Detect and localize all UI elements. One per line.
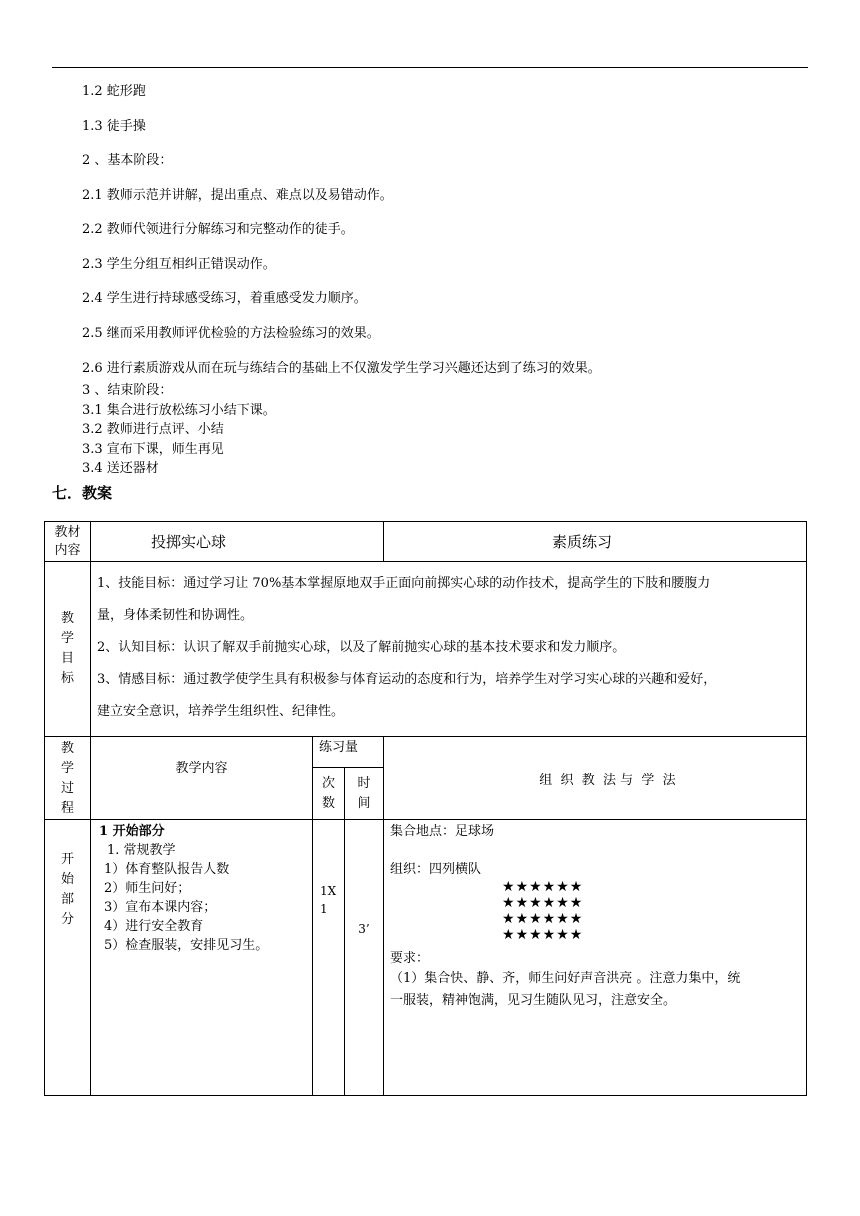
header-rule (52, 67, 808, 68)
line-3-2: 3.2 教师进行点评、小结 (82, 422, 224, 437)
line-basic-stage: 2 、基本阶段： (82, 153, 173, 168)
line-2-4: 2.4 学生进行持球感受练习，着重感受发力顺序。 (82, 291, 367, 306)
method-header: 组 织 教 法 与 学 法 (539, 772, 676, 788)
line-2-3: 2.3 学生分组互相纠正错误动作。 (82, 257, 276, 272)
organization: 组织：四列横队 (390, 862, 482, 877)
goal-line: 3、情感目标：通过教学使学生具有积极参与体育运动的态度和行为，培养学生对学习实心球的兴趣和爱好， (97, 672, 717, 687)
goal-line: 2、认知目标：认识了解双手前抛实心球，以及了解前抛实心球的基本技术要求和发力顺序。 (97, 640, 626, 655)
start-label-cell (45, 820, 91, 1096)
line-2-1: 2.1 教师示范并讲解，提出重点、难点以及易错动作。 (82, 188, 393, 203)
goal-label-char: 教 (60, 611, 74, 626)
formation-row: ★★★★★★ (502, 879, 584, 895)
material-1: 投掷实心球 (151, 533, 227, 551)
material-2-cell (384, 522, 807, 562)
requirement-label: 要求： (390, 951, 430, 966)
goal-label-char: 标 (60, 671, 74, 686)
count-header-cell (313, 768, 345, 820)
start-item: 5）检查服装，安排见习生。 (104, 938, 269, 953)
line-3-4: 3.4 送还器材 (82, 461, 159, 476)
goal-line: 量，身体柔韧性和协调性。 (97, 608, 254, 623)
count-value-line: 1 (320, 902, 328, 916)
process-label-char: 学 (60, 761, 74, 776)
method-cell (384, 820, 807, 1096)
lesson-plan-table (44, 521, 807, 1096)
count-value-cell (313, 820, 345, 1096)
start-part-row (45, 820, 807, 1096)
line-end-stage: 3 、结束阶段： (82, 383, 173, 398)
material-label-line-1: 教材 (54, 524, 81, 540)
line-3-3: 3.3 宣布下课，师生再见 (82, 442, 224, 457)
start-item: 3）宣布本课内容； (104, 900, 217, 915)
start-label-char: 部 (60, 892, 74, 907)
process-label-char: 教 (60, 741, 74, 756)
material-row (45, 522, 807, 562)
formation-row: ★★★★★★ (502, 895, 584, 911)
goal-label-cell (45, 562, 91, 737)
start-content-cell (91, 820, 313, 1096)
line-3-1: 3.1 集合进行放松练习小结下课。 (82, 403, 276, 418)
material-label-line-2: 内容 (54, 542, 81, 558)
process-label-char: 程 (60, 801, 74, 816)
formation-row: ★★★★★★ (502, 911, 584, 927)
material-1-cell (91, 522, 384, 562)
content-header-cell (91, 737, 313, 820)
practice-header: 练习量 (319, 740, 359, 755)
line-2-2: 2.2 教师代领进行分解练习和完整动作的徒手。 (82, 222, 354, 237)
count-header-char: 数 (321, 795, 335, 811)
count-header-char: 次 (321, 775, 335, 791)
goal-line: 建立安全意识，培养学生组织性、纪律性。 (97, 704, 345, 719)
process-header-row-1 (45, 737, 807, 768)
time-value-cell (345, 820, 384, 1096)
start-label-char: 始 (60, 872, 74, 887)
goal-label-char: 目 (60, 651, 74, 666)
location: 集合地点：足球场 (390, 824, 495, 839)
start-label-char: 分 (60, 912, 74, 927)
formation (390, 879, 800, 943)
line-2-6: 2.6 进行素质游戏从而在玩与练结合的基础上不仅激发学生学习兴趣还达到了练习的效果。 (82, 361, 601, 376)
time-header-char: 时 (357, 775, 371, 791)
practice-header-cell (313, 737, 384, 768)
process-label-char: 过 (60, 781, 74, 796)
start-title: 1 开始部分 (99, 824, 165, 839)
time-header-cell (345, 768, 384, 820)
method-header-cell (384, 737, 807, 820)
start-item: 2）师生问好； (104, 881, 191, 896)
goals-cell (91, 562, 807, 737)
goal-label-char: 学 (60, 631, 74, 646)
material-2: 素质练习 (552, 533, 613, 551)
start-item: 4）进行安全教育 (104, 919, 204, 934)
start-item: 1. 常规教学 (107, 843, 176, 858)
time-value: 3’ (358, 922, 370, 936)
section-heading: 七．教案 (52, 484, 113, 502)
line-1-2: 1.2 蛇形跑 (82, 84, 146, 99)
requirement-line: （1）集合快、静、齐，师生问好声音洪亮 。注意力集中，统 (390, 971, 741, 986)
process-label-cell (45, 737, 91, 820)
goals-row (45, 562, 807, 737)
goal-line: 1、技能目标：通过学习让 70%基本掌握原地双手正面向前掷实心球的动作技术，提高学生的下肢和腰腹力 (97, 576, 711, 591)
formation-row: ★★★★★★ (502, 927, 584, 943)
line-2-5: 2.5 继而采用教师评优检验的方法检验练习的效果。 (82, 326, 380, 341)
material-label-cell (45, 522, 91, 562)
count-value-line: 1X (320, 884, 337, 898)
line-1-3: 1.3 徒手操 (82, 119, 146, 134)
start-item: 1）体育整队报告人数 (104, 862, 230, 877)
requirement-line: 一服装，精神饱满，见习生随队见习，注意安全。 (390, 993, 677, 1008)
content-header: 教学内容 (175, 761, 228, 776)
time-header-char: 间 (357, 795, 371, 811)
start-label-char: 开 (60, 852, 74, 867)
